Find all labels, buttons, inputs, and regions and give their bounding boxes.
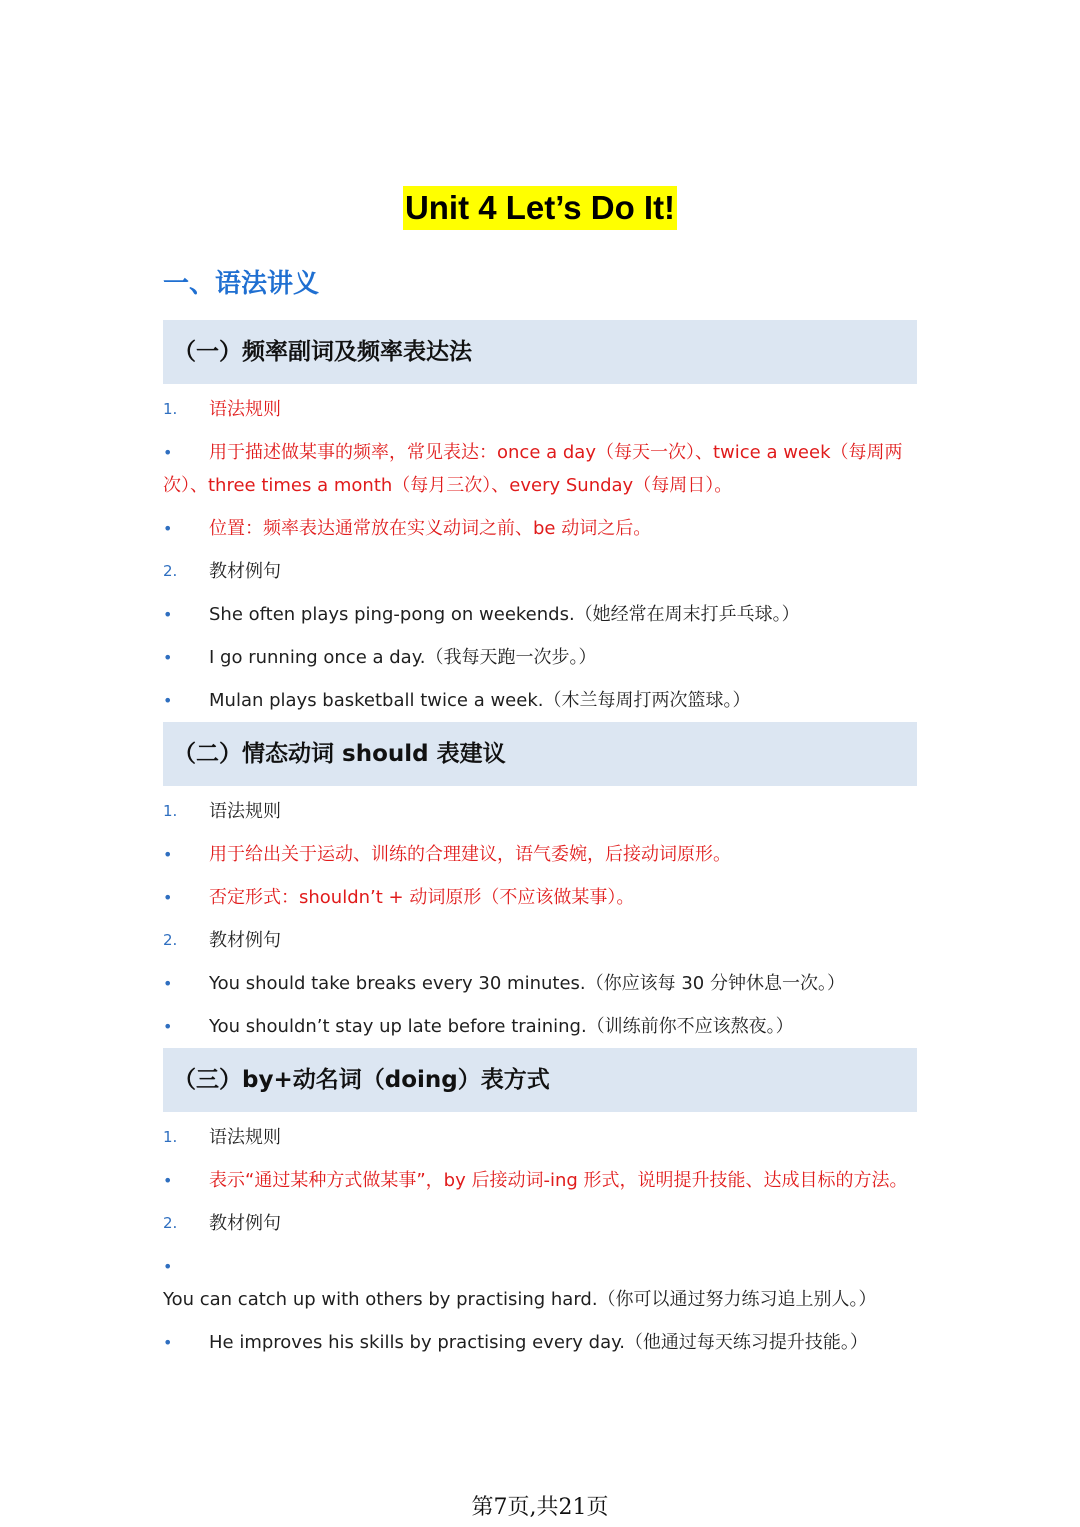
rule-text: 位置：频率表达通常放在实义动词之前、be 动词之后。: [209, 518, 652, 539]
bullet-icon: •: [163, 1333, 173, 1352]
list-number: 2.: [163, 1214, 178, 1232]
list-number: 1.: [163, 802, 178, 820]
subsection-heading-2: （二）情态动词 should 表建议: [163, 722, 917, 786]
rule-label: [163, 388, 917, 431]
bullet-icon: •: [163, 605, 173, 624]
example-item: [163, 1005, 917, 1048]
example-item: [163, 1245, 917, 1321]
list-number: 2.: [163, 931, 178, 949]
subsection-heading-3: （三）by+动名词（doing）表方式: [163, 1048, 917, 1112]
example-text: He improves his skills by practising every day.（他通过每天练习提升技能。）: [209, 1332, 868, 1353]
section-heading: 一、语法讲义: [163, 269, 320, 299]
rule-item: [163, 1159, 917, 1202]
document-title: Unit 4 Let’s Do It!: [403, 186, 677, 230]
bullet-icon: •: [163, 1017, 173, 1036]
example-text: You should take breaks every 30 minutes.（你应该每 30 分钟休息一次。）: [209, 973, 845, 994]
rule-label-text: 语法规则: [209, 1127, 281, 1148]
example-item: [163, 593, 917, 636]
title-wrap: [0, 186, 1080, 230]
bullet-icon: •: [163, 691, 173, 710]
example-text: I go running once a day.（我每天跑一次步。）: [209, 647, 597, 668]
bullet-icon: •: [163, 519, 173, 538]
example-label: [163, 1202, 917, 1245]
rule-label-text: 语法规则: [209, 801, 281, 822]
rule-text: 表示“通过某种方式做某事”，by 后接动词-ing 形式，说明提升技能、达成目标的方法。: [209, 1170, 908, 1191]
rule-item: [163, 431, 917, 507]
rule-item: [163, 876, 917, 919]
example-item: [163, 636, 917, 679]
bullet-icon: •: [163, 974, 173, 993]
rule-label: [163, 1116, 917, 1159]
subsection-heading-1: （一）频率副词及频率表达法: [163, 320, 917, 384]
example-text: Mulan plays basketball twice a week.（木兰每周打两次篮球。）: [209, 690, 751, 711]
bullet-icon: •: [163, 1171, 173, 1190]
example-label-text: 教材例句: [209, 1213, 281, 1234]
example-text: You can catch up with others by practising hard.（你可以通过努力练习追上别人。）: [163, 1289, 877, 1310]
bullet-icon: •: [163, 648, 173, 667]
page-footer: 第7页,共21页: [471, 1495, 609, 1520]
rule-label: [163, 790, 917, 833]
example-item: [163, 962, 917, 1005]
document-body: [163, 320, 917, 1364]
example-text: You shouldn’t stay up late before training.（训练前你不应该熬夜。）: [209, 1016, 794, 1037]
example-label-text: 教材例句: [209, 930, 281, 951]
bullet-icon: •: [163, 888, 173, 907]
rule-label-text: 语法规则: [209, 399, 281, 420]
example-label: [163, 550, 917, 593]
list-number: 1.: [163, 1128, 178, 1146]
example-label-text: 教材例句: [209, 561, 281, 582]
rule-item: [163, 507, 917, 550]
example-label: [163, 919, 917, 962]
bullet-icon: •: [163, 845, 173, 864]
rule-item: [163, 833, 917, 876]
example-item: [163, 1321, 917, 1364]
bullet-icon: •: [163, 443, 173, 462]
rule-text: 否定形式：shouldn’t + 动词原形（不应该做某事）。: [209, 887, 635, 908]
rule-text: 用于描述做某事的频率，常见表达：once a day（每天一次）、twice a week（每周两次）、three times a month（每月三次）、every Sunday（每周日）。: [163, 442, 903, 496]
rule-text: 用于给出关于运动、训练的合理建议，语气委婉，后接动词原形。: [209, 844, 731, 865]
bullet-icon: •: [163, 1257, 173, 1276]
list-number: 2.: [163, 562, 178, 580]
example-text: She often plays ping-pong on weekends.（她经常在周末打乒乓球。）: [209, 604, 800, 625]
example-item: [163, 679, 917, 722]
list-number: 1.: [163, 400, 178, 418]
